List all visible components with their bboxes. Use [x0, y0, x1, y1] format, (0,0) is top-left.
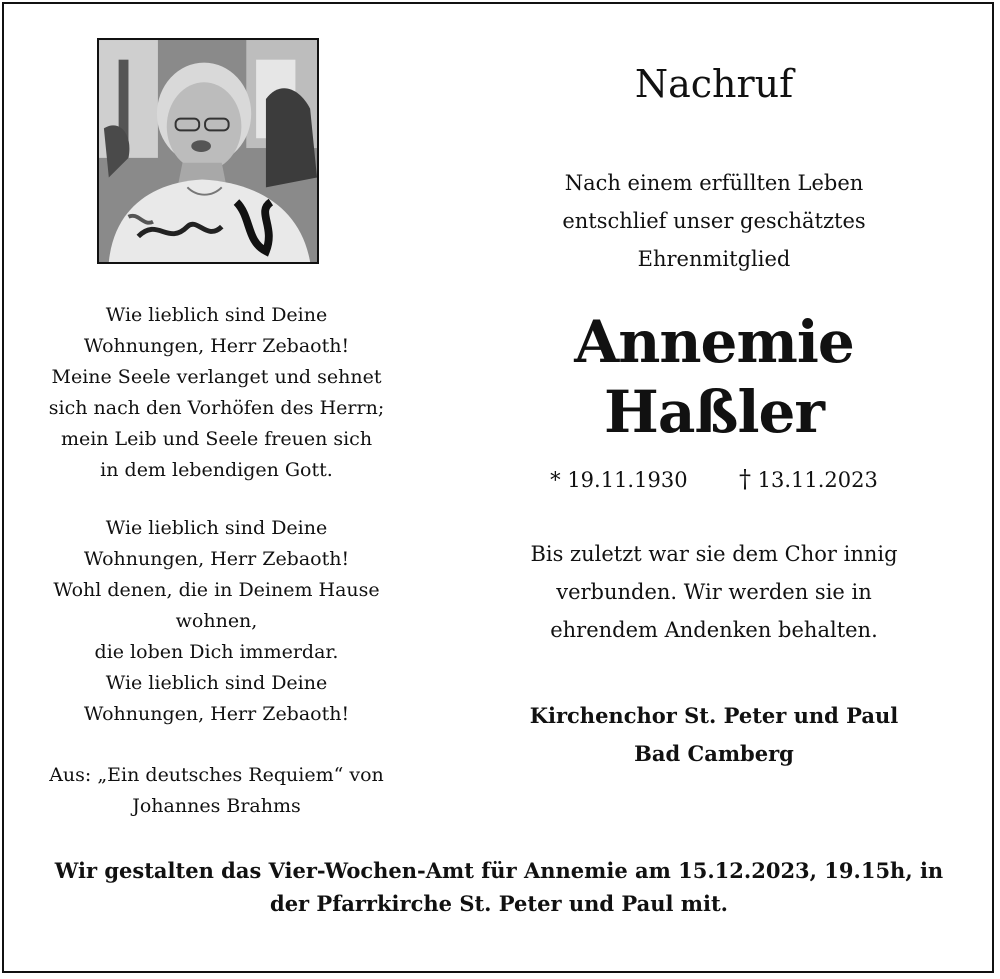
psalm-line: Wie lieblich sind Deine	[105, 304, 328, 326]
notice-title: Nachruf	[634, 62, 794, 106]
psalm-line: Wohl denen, die in Deinem Hause	[53, 579, 380, 601]
psalm-line: die loben Dich immerdar.	[94, 641, 339, 663]
intro-text	[504, 164, 924, 278]
signature-line: Bad Camberg	[634, 741, 794, 766]
intro-line: Nach einem erfüllten Leben	[564, 171, 864, 195]
signature	[504, 697, 924, 773]
signature-line: Kirchenchor St. Peter und Paul	[529, 703, 899, 728]
cross-icon: †	[738, 465, 751, 493]
life-dates	[504, 462, 924, 497]
psalm-line: Wohnungen, Herr Zebaoth!	[83, 703, 350, 725]
footer-line: Wir gestalten das Vier-Wochen-Amt für Annemie am 15.12.2023, 19.15h, in	[54, 858, 944, 883]
psalm-source-line: Aus: „Ein deutsches Requiem“ von	[49, 764, 384, 786]
obituary-frame	[2, 2, 994, 973]
psalm-line: Wie lieblich sind Deine	[105, 672, 328, 694]
psalm-source	[24, 760, 409, 822]
psalm-line: Meine Seele verlanget und sehnet	[51, 366, 382, 388]
portrait-photo	[97, 38, 319, 264]
closing-line: ehrendem Andenken behalten.	[550, 618, 878, 642]
psalm-verse-2	[24, 513, 409, 730]
closing-text	[504, 535, 924, 649]
birth-symbol: *	[550, 468, 561, 492]
first-name: Annemie	[574, 308, 854, 376]
birth-date: 19.11.1930	[567, 468, 688, 492]
footer-line: der Pfarrkirche St. Peter und Paul mit.	[270, 891, 728, 916]
death-date: 13.11.2023	[757, 468, 878, 492]
closing-line: verbunden. Wir werden sie in	[556, 580, 872, 604]
psalm-line: Wohnungen, Herr Zebaoth!	[83, 335, 350, 357]
last-name: Haßler	[604, 378, 824, 446]
psalm-line: Wohnungen, Herr Zebaoth!	[83, 548, 350, 570]
psalm-source-line: Johannes Brahms	[132, 795, 301, 817]
closing-line: Bis zuletzt war sie dem Chor innig	[530, 542, 898, 566]
psalm-line: in dem lebendigen Gott.	[100, 459, 333, 481]
intro-line: entschlief unser geschätztes	[562, 209, 866, 233]
intro-line: Ehrenmitglied	[637, 247, 791, 271]
deceased-name	[504, 307, 924, 447]
psalm-line: Wie lieblich sind Deine	[105, 517, 328, 539]
service-announcement	[34, 854, 964, 920]
psalm-verse-1	[24, 300, 409, 486]
psalm-line: wohnen,	[175, 610, 258, 632]
psalm-line: mein Leib und Seele freuen sich	[60, 428, 373, 450]
psalm-line: sich nach den Vorhöfen des Herrn;	[48, 397, 385, 419]
